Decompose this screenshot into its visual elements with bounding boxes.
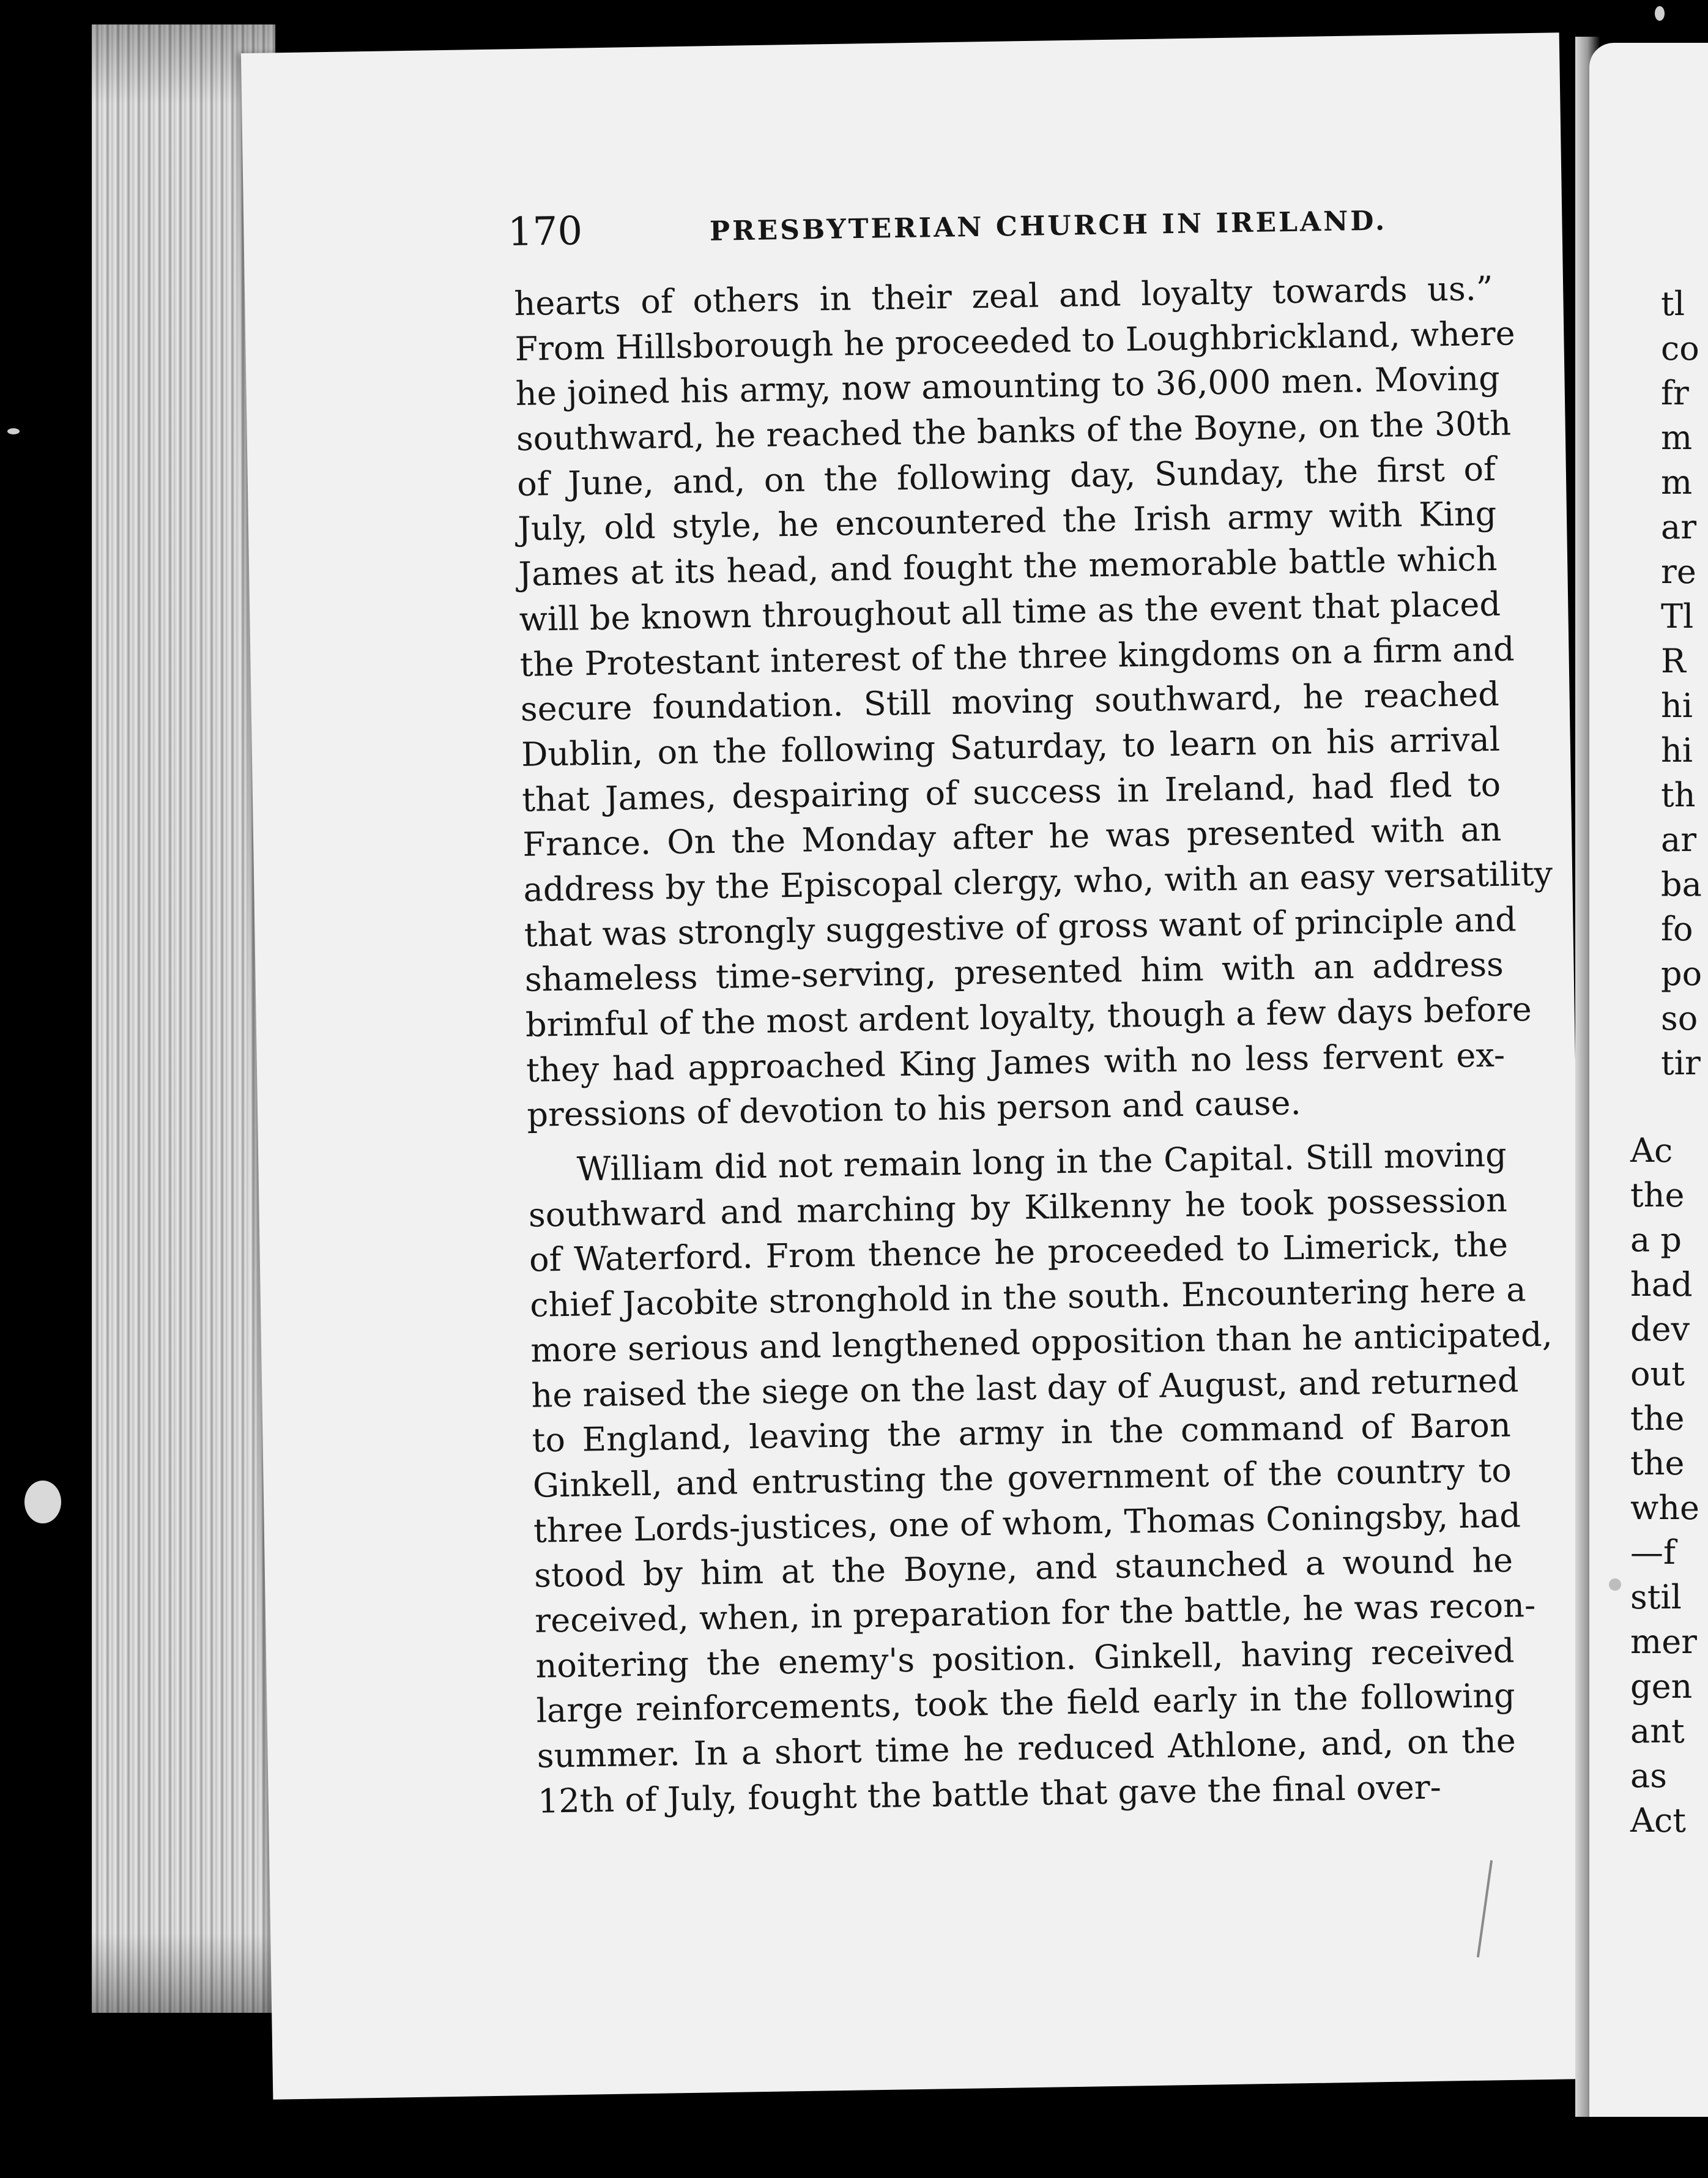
text-line: three Lords-justices, one of whom, Thomas Coningsby, had: [533, 1495, 1521, 1550]
text-line: pressions of devotion to his person and cause.: [526, 1083, 1302, 1135]
facing-text-fragment: re: [1661, 552, 1696, 591]
facing-text-fragment: dev: [1630, 1310, 1690, 1348]
text-line: he raised the siege on the last day of August, and returned: [531, 1360, 1519, 1415]
text-line: that James, despairing of success in Ireland, had fled to: [521, 765, 1501, 819]
facing-text-fragment: hi: [1661, 731, 1693, 770]
facing-text-fragment: m: [1661, 418, 1693, 457]
facing-text-fragment: hi: [1661, 686, 1693, 725]
text-line: to England, leaving the army in the command of Baron: [532, 1405, 1512, 1460]
text-line: James at its head, and fought the memorable battle which: [518, 539, 1498, 594]
facing-text-fragment: po: [1661, 954, 1702, 993]
text-line: southward and marching by Kilkenny he took possession: [528, 1180, 1508, 1235]
text-line: they had approached King James with no less fervent ex-: [525, 1035, 1506, 1090]
text-line: of June, and, on the following day, Sunday, the first of: [516, 449, 1496, 504]
facing-text-fragment: Tl: [1661, 597, 1694, 636]
text-line: chief Jacobite stronghold in the south. Encountering here a: [529, 1270, 1526, 1325]
text-line: the Protestant interest of the three kingdoms on a firm and: [519, 629, 1515, 684]
text-line: he joined his army, now amounting to 36,000 men. Moving: [515, 359, 1501, 414]
facing-text-fragment: the: [1630, 1176, 1685, 1214]
scan-speck: [24, 1481, 61, 1523]
facing-text-fragment: ant: [1630, 1712, 1685, 1750]
facing-text-fragment: m: [1661, 463, 1693, 502]
facing-text-fragment: ar: [1661, 820, 1697, 859]
facing-text-fragment: co: [1661, 329, 1699, 368]
text-line: From Hillsborough he proceeded to Loughbrickland, where: [514, 313, 1516, 368]
scan-speck: [7, 428, 20, 434]
facing-text-fragment: tir: [1661, 1044, 1701, 1082]
facing-text-fragment: fo: [1661, 910, 1693, 948]
facing-text-fragment: —f: [1630, 1533, 1676, 1572]
page-heading: PRESBYTERIAN CHURCH IN IRELAND.: [709, 205, 1387, 247]
facing-text-fragment: had: [1630, 1265, 1693, 1304]
text-line: southward, he reached the banks of the Boyne, on the 30th: [516, 404, 1512, 459]
text-line: of Waterford. From thence he proceeded to Limerick, the: [529, 1225, 1509, 1280]
text-line: shameless time-serving, presented him with an address: [524, 945, 1504, 1000]
facing-text-fragment: so: [1661, 999, 1698, 1038]
facing-text-fragment: a p: [1630, 1221, 1682, 1259]
text-line: that was strongly suggestive of gross want of principle and: [524, 900, 1517, 954]
facing-text-fragment: whe: [1630, 1489, 1699, 1527]
text-line: summer. In a short time he reduced Athlone, and, on the: [537, 1721, 1517, 1775]
facing-text-fragment: tl: [1661, 284, 1685, 323]
body-text: [514, 266, 1553, 1824]
text-line: Dublin, on the following Saturday, to learn on his arrival: [521, 719, 1501, 774]
facing-text-fragment: the: [1630, 1444, 1685, 1482]
facing-text-fragment: as: [1630, 1756, 1667, 1795]
facing-text-fragment: ba: [1661, 865, 1702, 904]
text-line: large reinforcements, took the field early in the following: [536, 1676, 1516, 1731]
facing-text-fragment: out: [1630, 1355, 1685, 1393]
paragraph-1: [514, 266, 1553, 1138]
facing-text-fragment: th: [1661, 776, 1696, 814]
facing-text-fragment: gen: [1630, 1667, 1693, 1706]
text-line: brimful of the most ardent loyalty, though a few days before: [525, 990, 1532, 1044]
facing-text-fragment: Act: [1630, 1801, 1686, 1840]
facing-text-fragment: the: [1630, 1399, 1685, 1438]
facing-text-fragment: ar: [1661, 508, 1697, 546]
text-line: more serious and lengthened opposition than he anticipated,: [530, 1315, 1553, 1370]
scan-speck: [1609, 1578, 1621, 1591]
text-line: address by the Episcopal clergy, who, with an easy versatility: [523, 854, 1553, 909]
text-line: received, when, in preparation for the battle, he was recon-: [534, 1585, 1536, 1640]
facing-text-fragment: mer: [1630, 1622, 1697, 1661]
text-line: hearts of others in their zeal and loyalty towards us.”: [514, 269, 1493, 323]
text-line: Ginkell, and entrusting the government of the country to: [532, 1451, 1512, 1505]
text-line: France. On the Monday after he was presented with an: [522, 810, 1502, 864]
text-line: stood by him at the Boyne, and staunched a wound he: [533, 1541, 1513, 1595]
scan-speck: [1655, 6, 1665, 21]
paragraph-2: [527, 1132, 1553, 1824]
text-line: July, old style, he encountered the Irish army with King: [517, 494, 1497, 549]
text-line: William did not remain long in the Capital. Still moving: [576, 1135, 1507, 1189]
text-line: secure foundation. Still moving southward, he reached: [520, 674, 1500, 729]
text-line: 12th of July, fought the battle that gave the final over-: [537, 1767, 1442, 1821]
text-line: will be known throughout all time as the event that placed: [519, 584, 1501, 639]
facing-text-fragment: R: [1661, 642, 1686, 680]
facing-text-fragment: Ac: [1630, 1131, 1673, 1170]
text-line: noitering the enemy's position. Ginkell, having received: [535, 1631, 1515, 1686]
page-number: 170: [507, 209, 583, 255]
facing-text-fragment: fr: [1661, 374, 1689, 412]
facing-text-fragment: stil: [1630, 1578, 1682, 1616]
